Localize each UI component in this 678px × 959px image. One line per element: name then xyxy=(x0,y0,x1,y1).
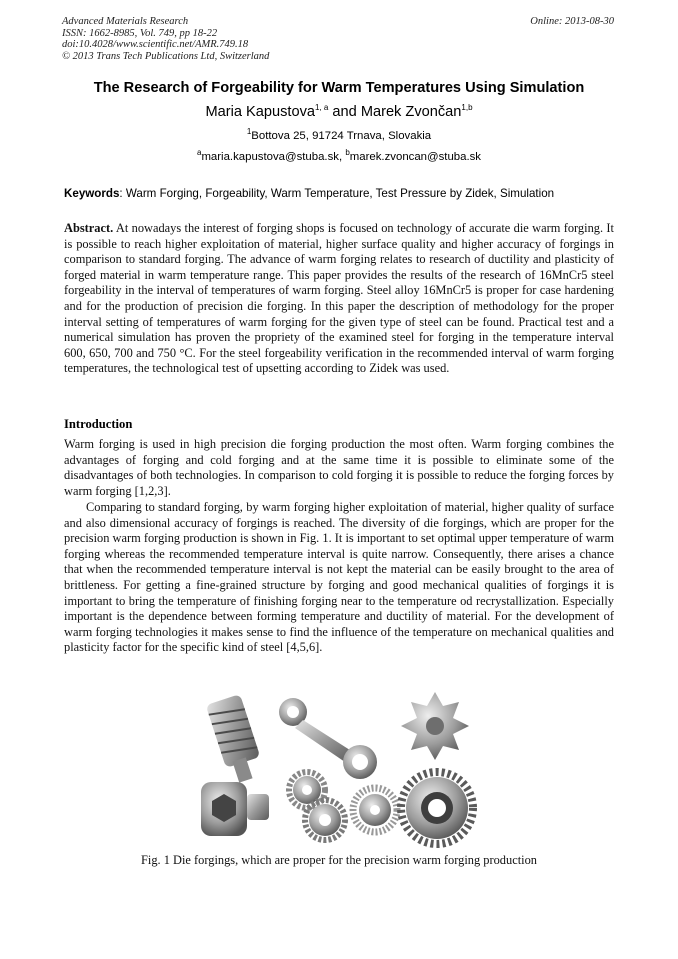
connecting-rod-image xyxy=(279,698,377,779)
abstract-label: Abstract. xyxy=(64,221,114,235)
paper-title: The Research of Forgeability for Warm Temperatures Using Simulation xyxy=(93,80,585,96)
large-gear-image xyxy=(401,772,473,844)
affiliation xyxy=(0,127,678,142)
affiliation-text: Bottova 25, 91724 Trnava, Slovakia xyxy=(251,130,432,142)
worm-shaft-image xyxy=(206,694,261,783)
journal-name: Advanced Materials Research xyxy=(62,16,189,27)
email-1: maria.kapustova@stuba.sk, xyxy=(201,151,346,163)
abstract xyxy=(64,221,614,377)
journal-header xyxy=(62,16,269,62)
author-1-sup: 1, a xyxy=(315,103,329,113)
copyright-line: © 2013 Trans Tech Publications Ltd, Switzerland xyxy=(62,50,270,62)
author-1: Maria Kapustova xyxy=(205,104,315,120)
doi-line: doi:10.4028/www.scientific.net/AMR.749.18 xyxy=(62,39,249,50)
intro-paragraph-2: Comparing to standard forging, by warm forging higher exploitation of material, higher quality of surface and also dimensional accuracy of forgings is reached. The diversity of die forgings, which are proper for the precision warm forging production is shown in Fig. 1. It is important to set optimal upper temperature of warm forging whereas the recommended temperature interval is quite narrow. Consequently, there arises a chance that when the recommended temperature interval is not kept the material can be easily brought to the area of brittleness. For getting a fine-grained structure by forging and good mechanical qualities of forgings it is important to bring the temperature of finishing forging near to the temperature od recrystallization. Especially important is the dependence between forming temperature and ductility of material. For the development of warm forging technologies it makes sense to find the influence of the temperature on mechanical qualities and plasticity factor for the specific kind of steel [4,5,6]. xyxy=(64,500,614,655)
keywords-text: : Warm Forging, Forgeability, Warm Temperature, Test Pressure by Zidek, Simulation xyxy=(119,187,555,200)
author-2-sup: 1,b xyxy=(461,103,473,113)
star-flange-image xyxy=(401,692,469,760)
email-sup-b: b xyxy=(345,148,350,158)
section-heading-introduction: Introduction xyxy=(64,417,133,431)
spur-gear-stack-image xyxy=(305,800,345,840)
abstract-text: At nowadays the interest of forging shops is focused on technology of accurate die warm forging. It is possible to reach higher exploitation of material, higher surface quality and higher accuracy of forgings in comparison to standard forging. The advance of warm forging relates to research of ductility and plasticity of forged material in warm temperature range. This paper provides the results of the research of 16MnCr5 steel forgeability in the interval of temperatures of warm forging. Steel alloy 16MnCr5 is proper for case hardening and for the production of precision die forging. In this paper the description of methodology for the proper interval setting of temperatures of warm forging for the given type of steel can be found. Practical test and a numerical simulation has proven the propriety of the examined steel for forging in the temperature interval 600, 650, 700 and 750 °C. For the steel forgeability verification in the recommended interval of warm forging temperatures, the technological test of upsetting according to Zidek was used. xyxy=(64,221,614,376)
figure-die-forgings xyxy=(195,690,485,850)
keywords xyxy=(64,187,616,200)
intro-paragraph-1: Warm forging is used in high precision die forging production the most often. Warm forging combines the advantages of forging and cold forging and at the same time it is possible to eliminate some of the disadvantages of both technologies. In comparison to cold forging it is possible to reduce the forging forces by warm forging [1,2,3]. xyxy=(64,437,614,498)
author-line xyxy=(0,104,678,120)
figure-caption: Fig. 1 Die forgings, which are proper for the precision warm forging production xyxy=(141,853,537,867)
author-2: Marek Zvončan xyxy=(360,104,462,120)
email-sup-a: a xyxy=(196,148,202,158)
email-line xyxy=(0,148,678,163)
bevel-gear-image xyxy=(353,788,397,832)
affiliation-sup: 1 xyxy=(246,127,252,137)
socket-part-image xyxy=(201,782,269,836)
email-2: marek.zvoncan@stuba.sk xyxy=(349,151,482,163)
keywords-label: Keywords xyxy=(64,187,120,200)
issn-line: ISSN: 1662-8985, Vol. 749, pp 18-22 xyxy=(62,27,218,39)
online-date: Online: 2013-08-30 xyxy=(530,16,614,27)
author-and: and xyxy=(328,104,361,120)
